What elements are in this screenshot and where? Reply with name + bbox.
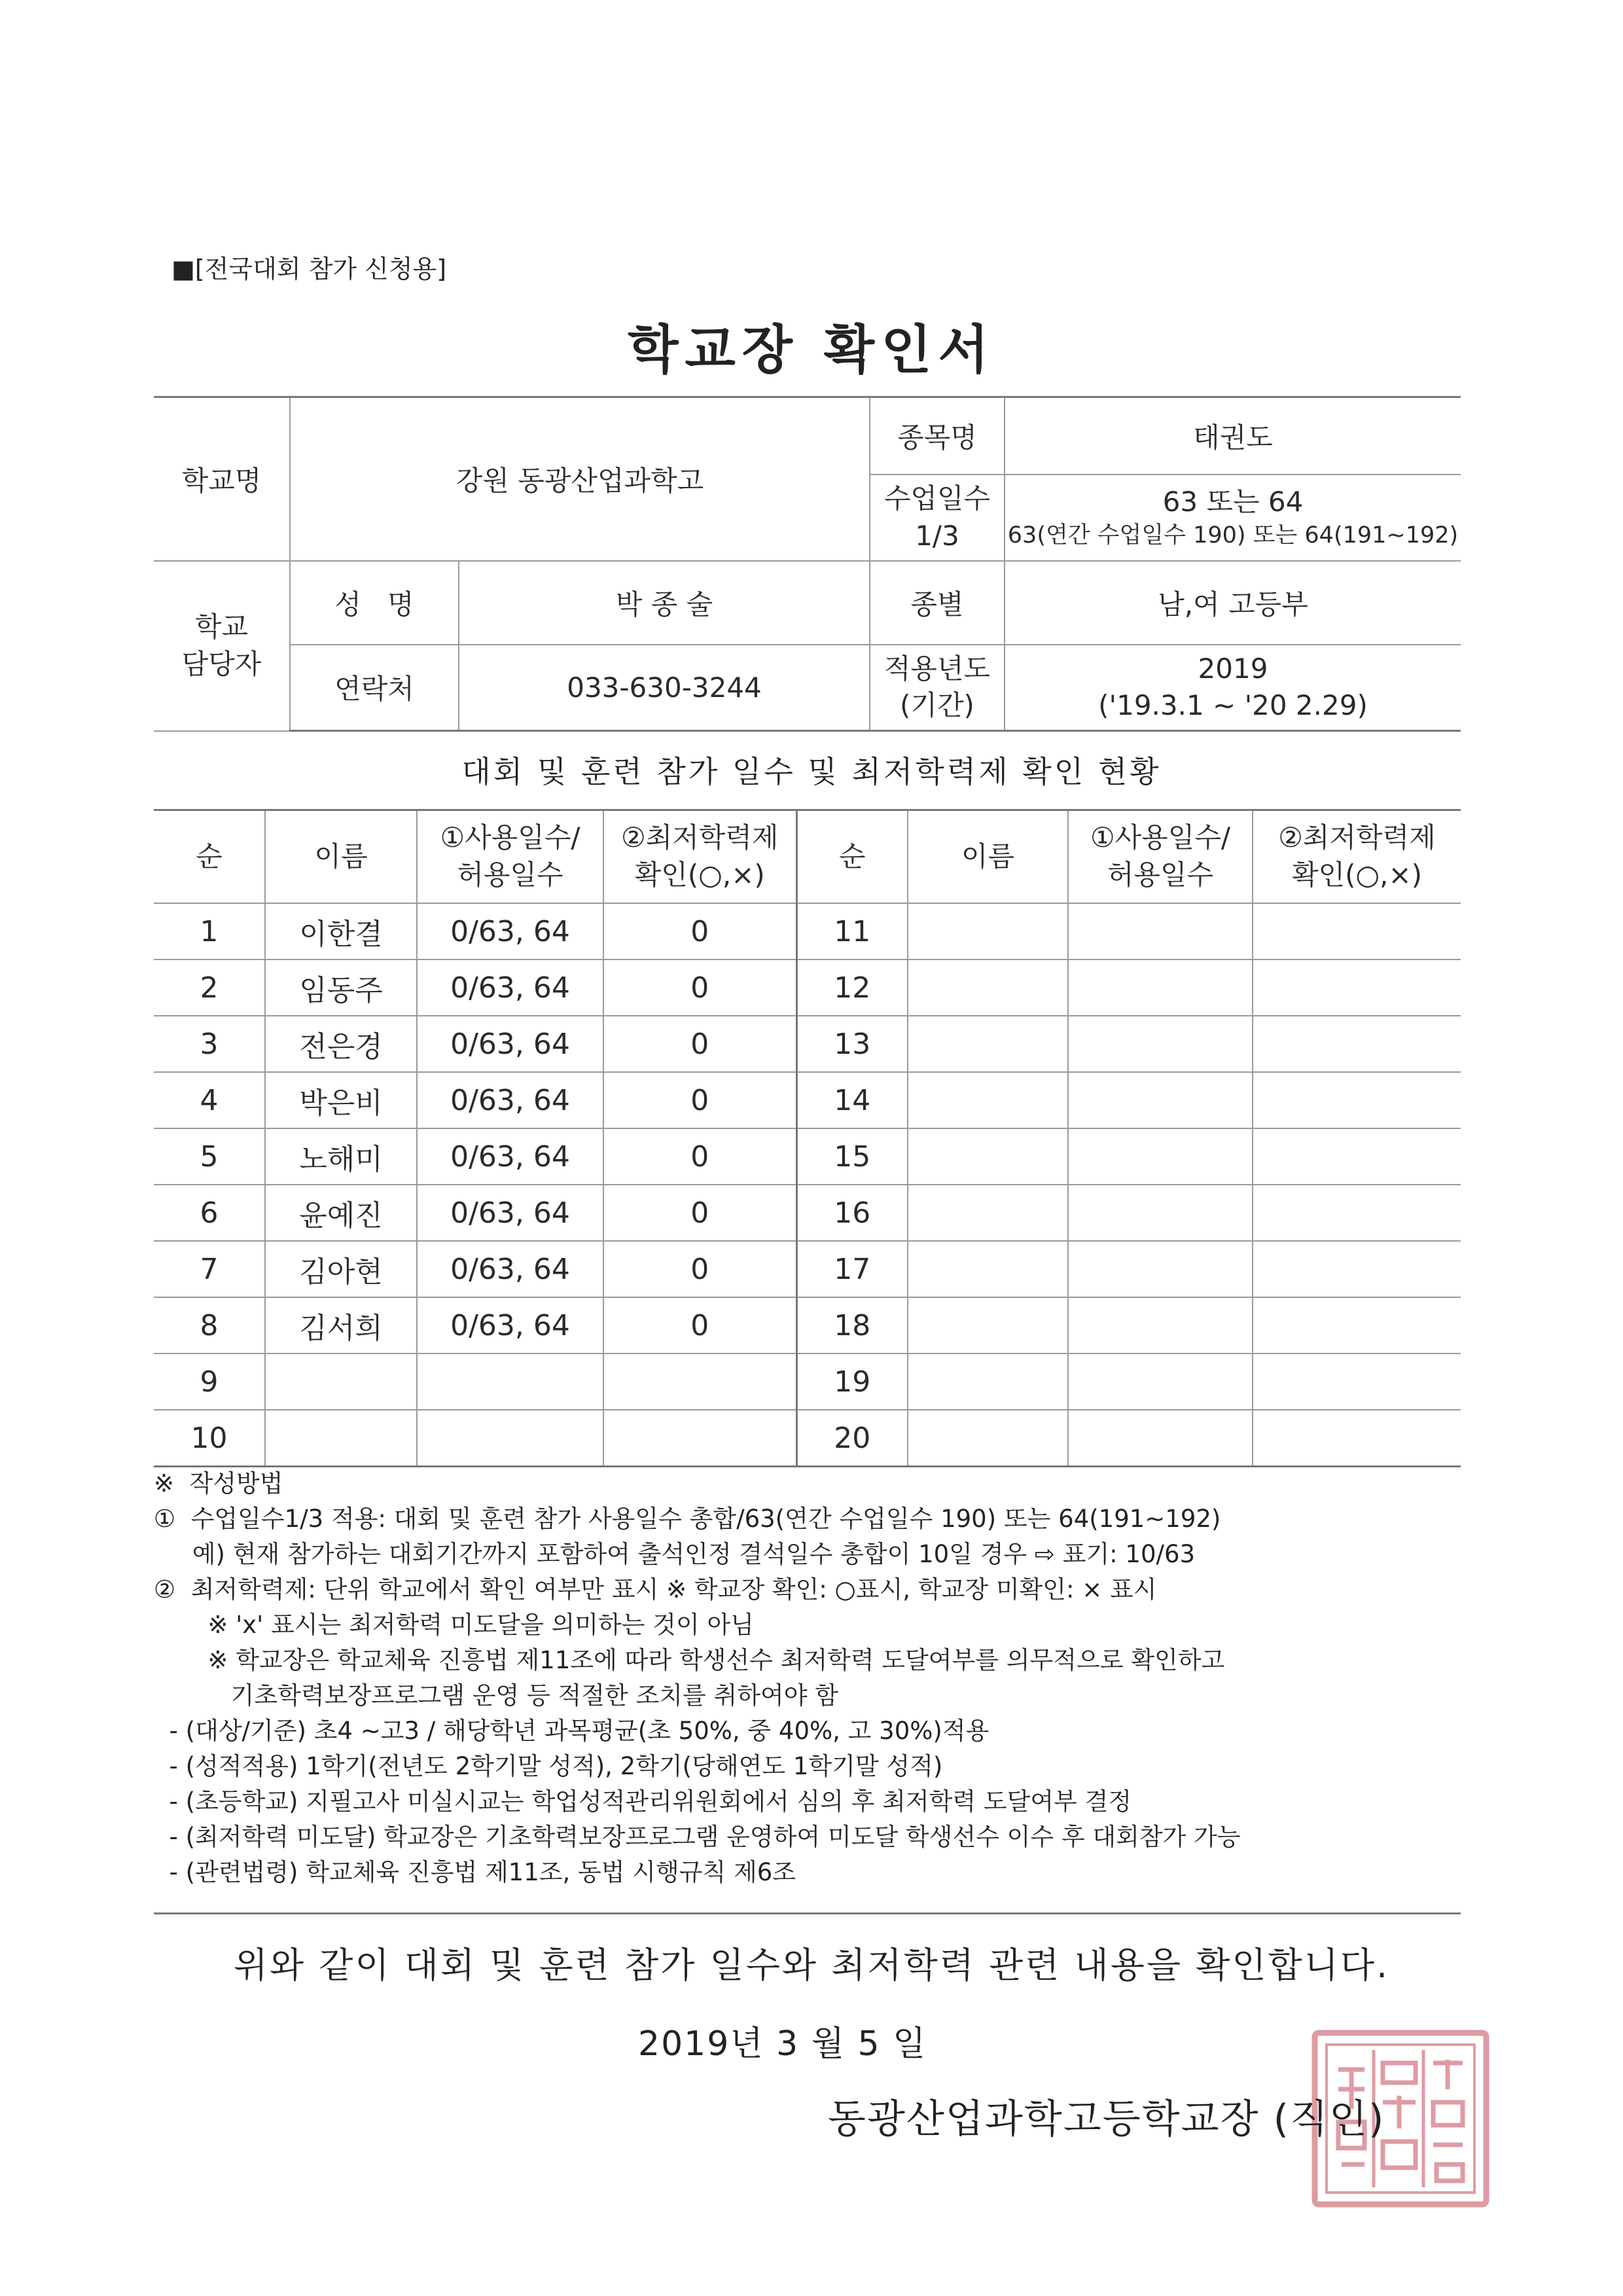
row-no-right: 17 — [796, 1241, 908, 1297]
row-no: 4 — [154, 1072, 265, 1128]
row-name: 김서희 — [265, 1297, 417, 1354]
table-row — [154, 1016, 1461, 1072]
row-check-right — [1253, 903, 1461, 960]
header-academic-check-right — [1253, 810, 1461, 904]
row-no-right: 16 — [796, 1185, 908, 1241]
header-no-right: 순 — [796, 810, 908, 904]
period-label-line1: 적용년도 — [883, 652, 991, 685]
row-no-right: 20 — [796, 1410, 908, 1467]
header-academic-check — [603, 810, 796, 904]
row-name: 전은경 — [265, 1016, 417, 1072]
header-used-line2-right: 허용일수 — [1107, 859, 1214, 891]
row-no: 10 — [154, 1410, 265, 1467]
class-days-label — [870, 475, 1005, 561]
header-used-days — [417, 810, 603, 904]
class-days-label-line2: 1/3 — [915, 519, 959, 552]
period-value — [1005, 645, 1461, 731]
row-check-right — [1253, 960, 1461, 1016]
note-line: ※ 학교장은 학교체육 진흥법 제11조에 따라 학생선수 최저학력 도달여부를 의무적으로 확인하고 — [154, 1646, 1225, 1674]
participation-table — [154, 809, 1461, 1467]
confirmation-statement: 위와 같이 대회 및 훈련 참가 일수와 최저학력 관련 내용을 확인합니다. — [233, 1945, 1390, 1986]
row-name-right — [908, 1185, 1068, 1241]
row-used-right — [1068, 1410, 1253, 1467]
row-check-right — [1253, 1072, 1461, 1128]
sport-label: 종목명 — [870, 397, 1005, 475]
table-row — [154, 1185, 1461, 1241]
issue-date: 2019년 3 월 5 일 — [638, 2024, 927, 2064]
period-label — [870, 645, 1005, 731]
row-check: 0 — [603, 1072, 796, 1128]
row-check-right — [1253, 1297, 1461, 1354]
row-name: 임동주 — [265, 960, 417, 1016]
row-name-right — [908, 1410, 1068, 1467]
table-row — [154, 1072, 1461, 1128]
note-line: ※ 작성방법 — [154, 1469, 283, 1498]
table-row — [154, 1410, 1461, 1467]
row-check-right — [1253, 1128, 1461, 1185]
row-check-right — [1253, 1185, 1461, 1241]
school-info-table — [154, 396, 1461, 732]
row-used — [417, 1354, 603, 1410]
note-line: 예) 현재 참가하는 대회기간까지 포함하여 출석인정 결석일수 총합이 10일 경우 ⇨ 표기: 10/63 — [154, 1540, 1196, 1568]
class-days-main: 63 또는 64 — [1162, 485, 1304, 518]
row-name-right — [908, 1241, 1068, 1297]
class-days-value — [1005, 475, 1461, 561]
row-used-right — [1068, 1354, 1253, 1410]
class-days-detail: 63(연간 수업일수 190) 또는 64(191~192) — [1007, 522, 1459, 549]
contact-label: 연락처 — [290, 645, 459, 731]
row-name-right — [908, 960, 1068, 1016]
row-check: 0 — [603, 960, 796, 1016]
manager-label-line1: 학교 — [194, 610, 249, 643]
row-no-right: 18 — [796, 1297, 908, 1354]
row-no: 6 — [154, 1185, 265, 1241]
header-name-right: 이름 — [908, 810, 1068, 904]
row-name-right — [908, 903, 1068, 960]
row-name: 김아현 — [265, 1241, 417, 1297]
row-check: 0 — [603, 1241, 796, 1297]
row-name-right — [908, 1072, 1068, 1128]
note-line: - (성적적용) 1학기(전년도 2학기말 성적), 2학기(당해연도 1학기말 성적) — [154, 1752, 943, 1780]
manager-name-value: 박 종 술 — [459, 561, 870, 645]
row-check: 0 — [603, 1297, 796, 1354]
row-used-right — [1068, 1016, 1253, 1072]
application-type-tag: ■[전국대회 참가 신청용] — [171, 255, 447, 283]
header-used-line1-right: ①사용일수/ — [1090, 821, 1231, 854]
period-range: ('19.3.1 ~ '20 2.29) — [1098, 689, 1368, 722]
header-name: 이름 — [265, 810, 417, 904]
header-no: 순 — [154, 810, 265, 904]
school-name-label: 학교명 — [154, 397, 290, 561]
row-no: 2 — [154, 960, 265, 1016]
row-name: 박은비 — [265, 1072, 417, 1128]
table-row — [154, 1297, 1461, 1354]
manager-name-label: 성 명 — [290, 561, 459, 645]
row-used: 0/63, 64 — [417, 903, 603, 960]
header-used-line2: 허용일수 — [457, 859, 563, 891]
row-name: 이한결 — [265, 903, 417, 960]
row-used: 0/63, 64 — [417, 1185, 603, 1241]
row-name — [265, 1410, 417, 1467]
category-label: 종별 — [870, 561, 1005, 645]
header-check-line1: ②최저학력제 — [620, 821, 779, 854]
row-no-right: 15 — [796, 1128, 908, 1185]
document-title: 학교장 확인서 — [628, 319, 995, 380]
divider — [154, 1912, 1461, 1914]
sport-value: 태권도 — [1005, 397, 1461, 475]
header-check-line1-right: ②최저학력제 — [1278, 821, 1436, 854]
row-name-right — [908, 1128, 1068, 1185]
row-used — [417, 1410, 603, 1467]
note-line: - (최저학력 미도달) 학교장은 기초학력보장프로그램 운영하여 미도달 학생선수 이수 후 대회참가 가능 — [154, 1823, 1241, 1851]
row-check-right — [1253, 1016, 1461, 1072]
row-used-right — [1068, 960, 1253, 1016]
row-check — [603, 1410, 796, 1467]
school-name-value: 강원 동광산업과학고 — [290, 397, 870, 561]
header-used-line1: ①사용일수/ — [440, 821, 580, 854]
table-row — [154, 1354, 1461, 1410]
row-no-right: 19 — [796, 1354, 908, 1410]
period-label-line2: (기간) — [900, 689, 974, 722]
row-name-right — [908, 1297, 1068, 1354]
note-line: 기초학력보장프로그램 운영 등 적절한 조치를 취하여야 함 — [154, 1681, 838, 1710]
header-check-line2-right: 확인(○,×) — [1291, 859, 1423, 891]
note-line: ① 수업일수1/3 적용: 대회 및 훈련 참가 사용일수 총합/63(연간 수업일수 190) 또는 64(191~192) — [154, 1505, 1221, 1533]
row-name-right — [908, 1354, 1068, 1410]
row-name: 노해미 — [265, 1128, 417, 1185]
note-line: ※ 'x' 표시는 최저학력 미도달을 의미하는 것이 아님 — [154, 1611, 754, 1639]
row-used-right — [1068, 1241, 1253, 1297]
note-line: - (초등학교) 지필고사 미실시교는 학업성적관리위원회에서 심의 후 최저학력 도달여부 결정 — [154, 1787, 1132, 1816]
row-check: 0 — [603, 903, 796, 960]
manager-label — [154, 561, 290, 731]
row-used: 0/63, 64 — [417, 1016, 603, 1072]
header-used-days-right — [1068, 810, 1253, 904]
period-year: 2019 — [1198, 652, 1268, 685]
row-name-right — [908, 1016, 1068, 1072]
table-row — [154, 1128, 1461, 1185]
section-subtitle: 대회 및 훈련 참가 일수 및 최저학력제 확인 현황 — [461, 754, 1162, 789]
row-check-right — [1253, 1241, 1461, 1297]
category-value: 남,여 고등부 — [1005, 561, 1461, 645]
row-no-right: 14 — [796, 1072, 908, 1128]
principal-signature: 동광산업과학고등학교장 (직인) — [828, 2096, 1385, 2142]
row-no: 9 — [154, 1354, 265, 1410]
row-no: 3 — [154, 1016, 265, 1072]
row-used: 0/63, 64 — [417, 1297, 603, 1354]
row-no-right: 13 — [796, 1016, 908, 1072]
row-check: 0 — [603, 1128, 796, 1185]
row-check: 0 — [603, 1016, 796, 1072]
row-used-right — [1068, 1128, 1253, 1185]
row-no: 7 — [154, 1241, 265, 1297]
row-check: 0 — [603, 1185, 796, 1241]
class-days-label-line1: 수업일수 — [883, 482, 991, 514]
row-used: 0/63, 64 — [417, 1241, 603, 1297]
row-no-right: 11 — [796, 903, 908, 960]
row-name — [265, 1354, 417, 1410]
note-line: ② 최저학력제: 단위 학교에서 확인 여부만 표시 ※ 학교장 확인: ○표시, 학교장 미확인: × 표시 — [154, 1575, 1157, 1604]
writing-instructions — [154, 1466, 1461, 1890]
row-no: 8 — [154, 1297, 265, 1354]
row-used-right — [1068, 903, 1253, 960]
row-check-right — [1253, 1410, 1461, 1467]
table-row — [154, 1241, 1461, 1297]
row-no-right: 12 — [796, 960, 908, 1016]
row-used: 0/63, 64 — [417, 1128, 603, 1185]
row-used: 0/63, 64 — [417, 960, 603, 1016]
row-no: 1 — [154, 903, 265, 960]
row-no: 5 — [154, 1128, 265, 1185]
header-check-line2: 확인(○,×) — [634, 859, 765, 891]
table-row — [154, 903, 1461, 960]
note-line: - (대상/기준) 초4 ~고3 / 해당학년 과목평균(초 50%, 중 40%, 고 30%)적용 — [154, 1717, 990, 1745]
contact-value: 033-630-3244 — [459, 645, 870, 731]
row-used-right — [1068, 1297, 1253, 1354]
row-used: 0/63, 64 — [417, 1072, 603, 1128]
row-check — [603, 1354, 796, 1410]
note-line: - (관련법령) 학교체육 진흥법 제11조, 동법 시행규칙 제6조 — [154, 1858, 796, 1886]
manager-label-line2: 담당자 — [181, 647, 262, 680]
row-check-right — [1253, 1354, 1461, 1410]
table-row — [154, 960, 1461, 1016]
row-name: 윤예진 — [265, 1185, 417, 1241]
row-used-right — [1068, 1072, 1253, 1128]
row-used-right — [1068, 1185, 1253, 1241]
